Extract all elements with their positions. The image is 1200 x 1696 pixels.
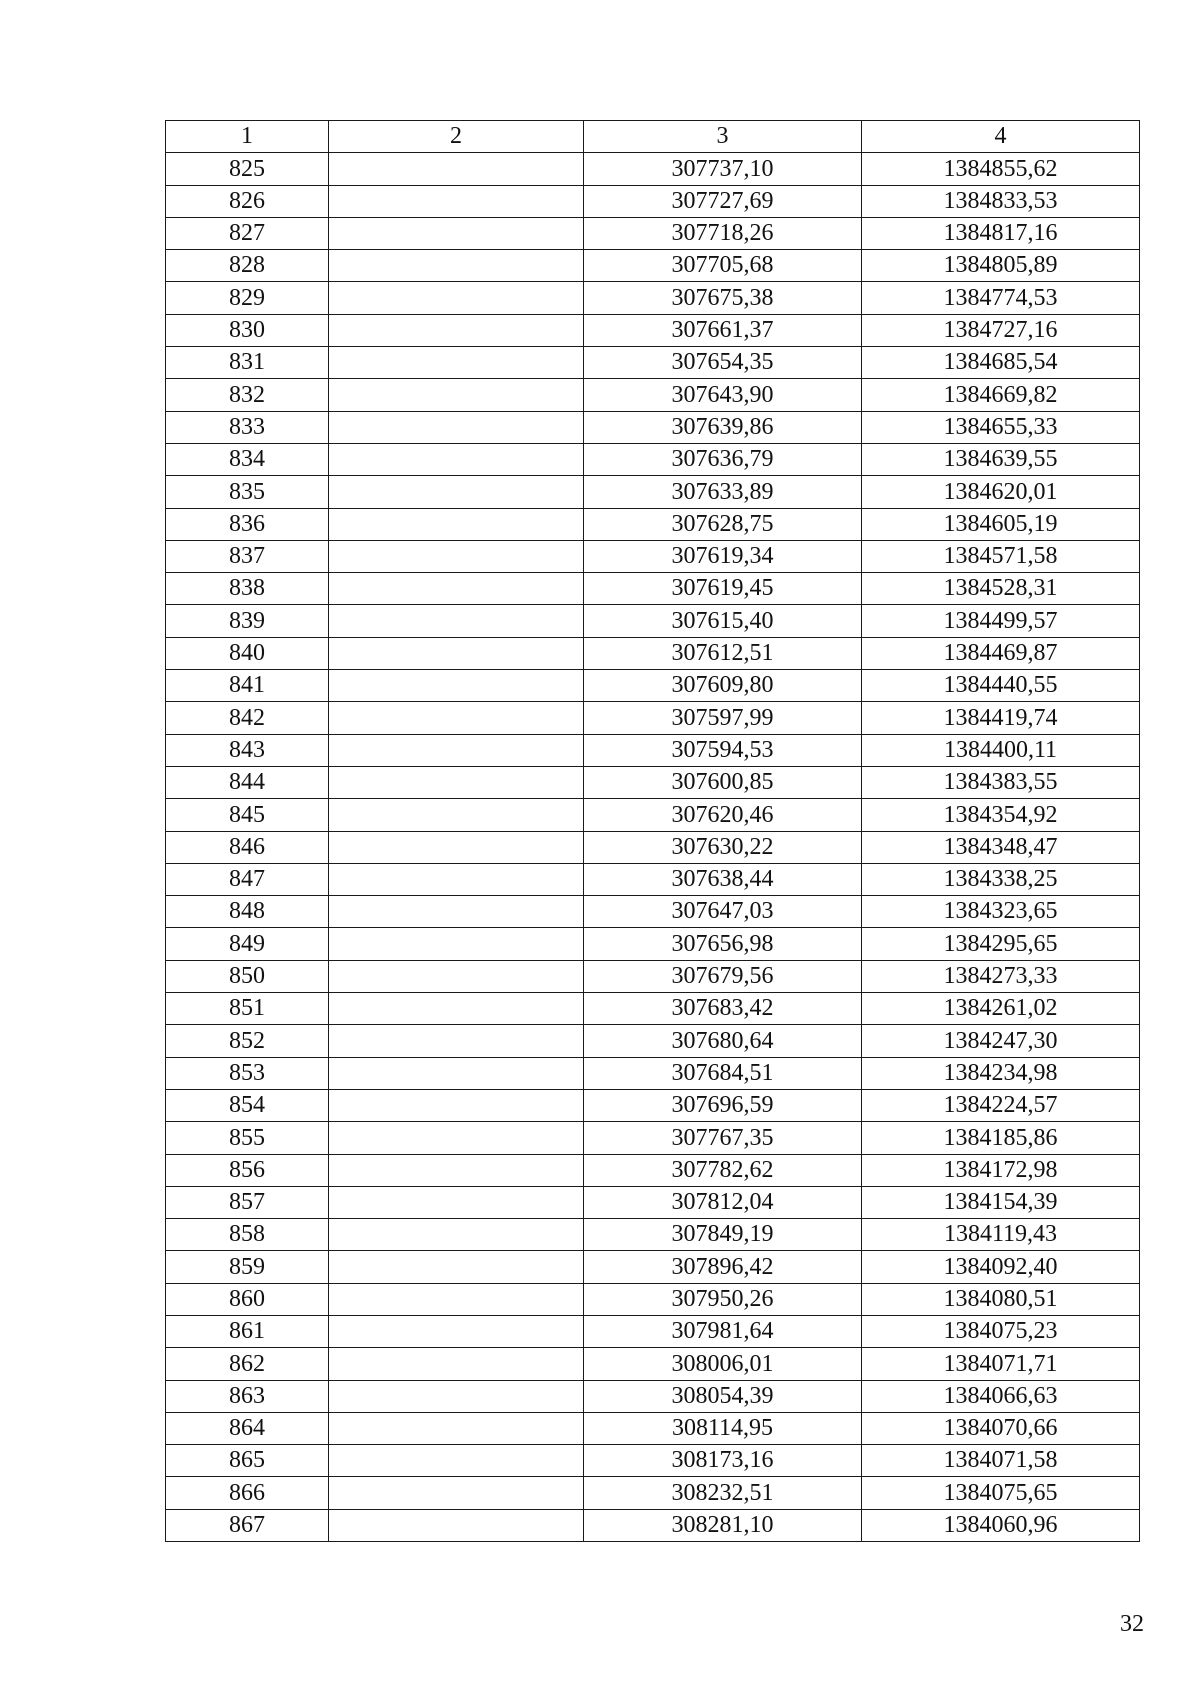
y-coordinate-cell: 1384119,43 (862, 1219, 1140, 1251)
x-coordinate-cell: 307737,10 (584, 153, 862, 185)
column-header-1: 1 (166, 121, 329, 153)
point-number-cell: 856 (166, 1154, 329, 1186)
table-row (166, 443, 1140, 475)
description-cell (329, 637, 584, 669)
description-cell (329, 1477, 584, 1509)
page-number: 32 (1120, 1611, 1144, 1637)
column-header-2: 2 (329, 121, 584, 153)
point-number-cell: 867 (166, 1509, 329, 1541)
x-coordinate-cell: 307594,53 (584, 734, 862, 766)
table-row (166, 540, 1140, 572)
x-coordinate-cell: 308281,10 (584, 1509, 862, 1541)
x-coordinate-cell: 307647,03 (584, 896, 862, 928)
table-row (166, 508, 1140, 540)
y-coordinate-cell: 1384727,16 (862, 314, 1140, 346)
y-coordinate-cell: 1384571,58 (862, 540, 1140, 572)
point-number-cell: 839 (166, 605, 329, 637)
table-row (166, 1122, 1140, 1154)
description-cell (329, 379, 584, 411)
y-coordinate-cell: 1384685,54 (862, 347, 1140, 379)
description-cell (329, 1025, 584, 1057)
description-cell (329, 540, 584, 572)
coordinates-table (165, 120, 1140, 1542)
y-coordinate-cell: 1384273,33 (862, 960, 1140, 992)
y-coordinate-cell: 1384469,87 (862, 637, 1140, 669)
description-cell (329, 282, 584, 314)
x-coordinate-cell: 307597,99 (584, 702, 862, 734)
y-coordinate-cell: 1384440,55 (862, 670, 1140, 702)
point-number-cell: 838 (166, 573, 329, 605)
table-row (166, 702, 1140, 734)
point-number-cell: 845 (166, 799, 329, 831)
point-number-cell: 825 (166, 153, 329, 185)
description-cell (329, 508, 584, 540)
y-coordinate-cell: 1384323,65 (862, 896, 1140, 928)
point-number-cell: 830 (166, 314, 329, 346)
table-row (166, 960, 1140, 992)
point-number-cell: 853 (166, 1057, 329, 1089)
y-coordinate-cell: 1384419,74 (862, 702, 1140, 734)
point-number-cell: 832 (166, 379, 329, 411)
point-number-cell: 841 (166, 670, 329, 702)
y-coordinate-cell: 1384833,53 (862, 185, 1140, 217)
x-coordinate-cell: 307727,69 (584, 185, 862, 217)
point-number-cell: 847 (166, 863, 329, 895)
y-coordinate-cell: 1384075,65 (862, 1477, 1140, 1509)
table-row (166, 928, 1140, 960)
y-coordinate-cell: 1384817,16 (862, 217, 1140, 249)
x-coordinate-cell: 307619,45 (584, 573, 862, 605)
description-cell (329, 573, 584, 605)
table-row (166, 1186, 1140, 1218)
y-coordinate-cell: 1384499,57 (862, 605, 1140, 637)
point-number-cell: 862 (166, 1348, 329, 1380)
point-number-cell: 844 (166, 766, 329, 798)
description-cell (329, 1283, 584, 1315)
point-number-cell: 861 (166, 1315, 329, 1347)
x-coordinate-cell: 307619,34 (584, 540, 862, 572)
x-coordinate-cell: 307705,68 (584, 250, 862, 282)
description-cell (329, 443, 584, 475)
y-coordinate-cell: 1384354,92 (862, 799, 1140, 831)
column-header-4: 4 (862, 121, 1140, 153)
y-coordinate-cell: 1384348,47 (862, 831, 1140, 863)
x-coordinate-cell: 308114,95 (584, 1412, 862, 1444)
description-cell (329, 217, 584, 249)
point-number-cell: 863 (166, 1380, 329, 1412)
table-row (166, 379, 1140, 411)
y-coordinate-cell: 1384605,19 (862, 508, 1140, 540)
table-row (166, 1025, 1140, 1057)
point-number-cell: 833 (166, 411, 329, 443)
description-cell (329, 476, 584, 508)
y-coordinate-cell: 1384071,58 (862, 1445, 1140, 1477)
column-header-3: 3 (584, 121, 862, 153)
y-coordinate-cell: 1384154,39 (862, 1186, 1140, 1218)
y-coordinate-cell: 1384060,96 (862, 1509, 1140, 1541)
y-coordinate-cell: 1384066,63 (862, 1380, 1140, 1412)
description-cell (329, 960, 584, 992)
description-cell (329, 185, 584, 217)
table-row (166, 282, 1140, 314)
table-row (166, 766, 1140, 798)
y-coordinate-cell: 1384247,30 (862, 1025, 1140, 1057)
table-row (166, 476, 1140, 508)
description-cell (329, 1186, 584, 1218)
table-row (166, 153, 1140, 185)
table-row (166, 896, 1140, 928)
y-coordinate-cell: 1384639,55 (862, 443, 1140, 475)
table-row (166, 799, 1140, 831)
x-coordinate-cell: 307609,80 (584, 670, 862, 702)
point-number-cell: 859 (166, 1251, 329, 1283)
y-coordinate-cell: 1384080,51 (862, 1283, 1140, 1315)
description-cell (329, 799, 584, 831)
description-cell (329, 670, 584, 702)
x-coordinate-cell: 307696,59 (584, 1089, 862, 1121)
table-row (166, 185, 1140, 217)
x-coordinate-cell: 307656,98 (584, 928, 862, 960)
description-cell (329, 863, 584, 895)
point-number-cell: 828 (166, 250, 329, 282)
y-coordinate-cell: 1384234,98 (862, 1057, 1140, 1089)
description-cell (329, 928, 584, 960)
y-coordinate-cell: 1384774,53 (862, 282, 1140, 314)
x-coordinate-cell: 307684,51 (584, 1057, 862, 1089)
y-coordinate-cell: 1384805,89 (862, 250, 1140, 282)
x-coordinate-cell: 307675,38 (584, 282, 862, 314)
y-coordinate-cell: 1384669,82 (862, 379, 1140, 411)
point-number-cell: 857 (166, 1186, 329, 1218)
x-coordinate-cell: 307896,42 (584, 1251, 862, 1283)
point-number-cell: 843 (166, 734, 329, 766)
table-row (166, 1219, 1140, 1251)
point-number-cell: 866 (166, 1477, 329, 1509)
table-row (166, 314, 1140, 346)
table-row (166, 573, 1140, 605)
point-number-cell: 831 (166, 347, 329, 379)
point-number-cell: 826 (166, 185, 329, 217)
point-number-cell: 864 (166, 1412, 329, 1444)
point-number-cell: 834 (166, 443, 329, 475)
x-coordinate-cell: 307849,19 (584, 1219, 862, 1251)
table-row (166, 411, 1140, 443)
x-coordinate-cell: 307639,86 (584, 411, 862, 443)
x-coordinate-cell: 307636,79 (584, 443, 862, 475)
table-row (166, 1445, 1140, 1477)
x-coordinate-cell: 307661,37 (584, 314, 862, 346)
x-coordinate-cell: 308232,51 (584, 1477, 862, 1509)
description-cell (329, 347, 584, 379)
table-row (166, 250, 1140, 282)
y-coordinate-cell: 1384172,98 (862, 1154, 1140, 1186)
x-coordinate-cell: 307718,26 (584, 217, 862, 249)
description-cell (329, 1122, 584, 1154)
point-number-cell: 849 (166, 928, 329, 960)
x-coordinate-cell: 307767,35 (584, 1122, 862, 1154)
point-number-cell: 865 (166, 1445, 329, 1477)
y-coordinate-cell: 1384383,55 (862, 766, 1140, 798)
x-coordinate-cell: 307628,75 (584, 508, 862, 540)
x-coordinate-cell: 307950,26 (584, 1283, 862, 1315)
table-row (166, 1154, 1140, 1186)
table-row (166, 1477, 1140, 1509)
table-row (166, 1412, 1140, 1444)
table-row (166, 831, 1140, 863)
point-number-cell: 829 (166, 282, 329, 314)
x-coordinate-cell: 308173,16 (584, 1445, 862, 1477)
y-coordinate-cell: 1384295,65 (862, 928, 1140, 960)
y-coordinate-cell: 1384855,62 (862, 153, 1140, 185)
description-cell (329, 250, 584, 282)
x-coordinate-cell: 307638,44 (584, 863, 862, 895)
point-number-cell: 858 (166, 1219, 329, 1251)
x-coordinate-cell: 307600,85 (584, 766, 862, 798)
description-cell (329, 1509, 584, 1541)
point-number-cell: 842 (166, 702, 329, 734)
table-row (166, 1315, 1140, 1347)
description-cell (329, 153, 584, 185)
table-row (166, 1251, 1140, 1283)
table-body (166, 153, 1140, 1542)
description-cell (329, 1057, 584, 1089)
description-cell (329, 314, 584, 346)
table-row (166, 993, 1140, 1025)
description-cell (329, 993, 584, 1025)
table-row (166, 1089, 1140, 1121)
table-row (166, 670, 1140, 702)
point-number-cell: 836 (166, 508, 329, 540)
description-cell (329, 411, 584, 443)
description-cell (329, 1251, 584, 1283)
description-cell (329, 1219, 584, 1251)
y-coordinate-cell: 1384075,23 (862, 1315, 1140, 1347)
description-cell (329, 1380, 584, 1412)
point-number-cell: 837 (166, 540, 329, 572)
point-number-cell: 846 (166, 831, 329, 863)
description-cell (329, 1348, 584, 1380)
point-number-cell: 854 (166, 1089, 329, 1121)
description-cell (329, 1154, 584, 1186)
x-coordinate-cell: 308054,39 (584, 1380, 862, 1412)
table-row (166, 734, 1140, 766)
table-row (166, 605, 1140, 637)
point-number-cell: 851 (166, 993, 329, 1025)
point-number-cell: 852 (166, 1025, 329, 1057)
y-coordinate-cell: 1384071,71 (862, 1348, 1140, 1380)
x-coordinate-cell: 307643,90 (584, 379, 862, 411)
description-cell (329, 766, 584, 798)
table-row (166, 217, 1140, 249)
point-number-cell: 848 (166, 896, 329, 928)
y-coordinate-cell: 1384400,11 (862, 734, 1140, 766)
y-coordinate-cell: 1384338,25 (862, 863, 1140, 895)
x-coordinate-cell: 307679,56 (584, 960, 862, 992)
table-header-row (166, 121, 1140, 153)
table-row (166, 863, 1140, 895)
x-coordinate-cell: 307615,40 (584, 605, 862, 637)
y-coordinate-cell: 1384224,57 (862, 1089, 1140, 1121)
x-coordinate-cell: 307612,51 (584, 637, 862, 669)
point-number-cell: 855 (166, 1122, 329, 1154)
point-number-cell: 860 (166, 1283, 329, 1315)
table-row (166, 1509, 1140, 1541)
x-coordinate-cell: 307981,64 (584, 1315, 862, 1347)
description-cell (329, 702, 584, 734)
description-cell (329, 734, 584, 766)
point-number-cell: 840 (166, 637, 329, 669)
x-coordinate-cell: 307654,35 (584, 347, 862, 379)
description-cell (329, 831, 584, 863)
x-coordinate-cell: 307630,22 (584, 831, 862, 863)
point-number-cell: 835 (166, 476, 329, 508)
table-row (166, 1380, 1140, 1412)
x-coordinate-cell: 307680,64 (584, 1025, 862, 1057)
table-row (166, 1283, 1140, 1315)
description-cell (329, 605, 584, 637)
y-coordinate-cell: 1384070,66 (862, 1412, 1140, 1444)
table-row (166, 1348, 1140, 1380)
x-coordinate-cell: 307633,89 (584, 476, 862, 508)
y-coordinate-cell: 1384620,01 (862, 476, 1140, 508)
x-coordinate-cell: 307812,04 (584, 1186, 862, 1218)
point-number-cell: 827 (166, 217, 329, 249)
description-cell (329, 1089, 584, 1121)
description-cell (329, 896, 584, 928)
x-coordinate-cell: 307782,62 (584, 1154, 862, 1186)
description-cell (329, 1445, 584, 1477)
x-coordinate-cell: 307620,46 (584, 799, 862, 831)
x-coordinate-cell: 308006,01 (584, 1348, 862, 1380)
x-coordinate-cell: 307683,42 (584, 993, 862, 1025)
table-row (166, 347, 1140, 379)
table-row (166, 637, 1140, 669)
description-cell (329, 1315, 584, 1347)
point-number-cell: 850 (166, 960, 329, 992)
y-coordinate-cell: 1384528,31 (862, 573, 1140, 605)
y-coordinate-cell: 1384655,33 (862, 411, 1140, 443)
y-coordinate-cell: 1384261,02 (862, 993, 1140, 1025)
y-coordinate-cell: 1384092,40 (862, 1251, 1140, 1283)
table-row (166, 1057, 1140, 1089)
y-coordinate-cell: 1384185,86 (862, 1122, 1140, 1154)
description-cell (329, 1412, 584, 1444)
